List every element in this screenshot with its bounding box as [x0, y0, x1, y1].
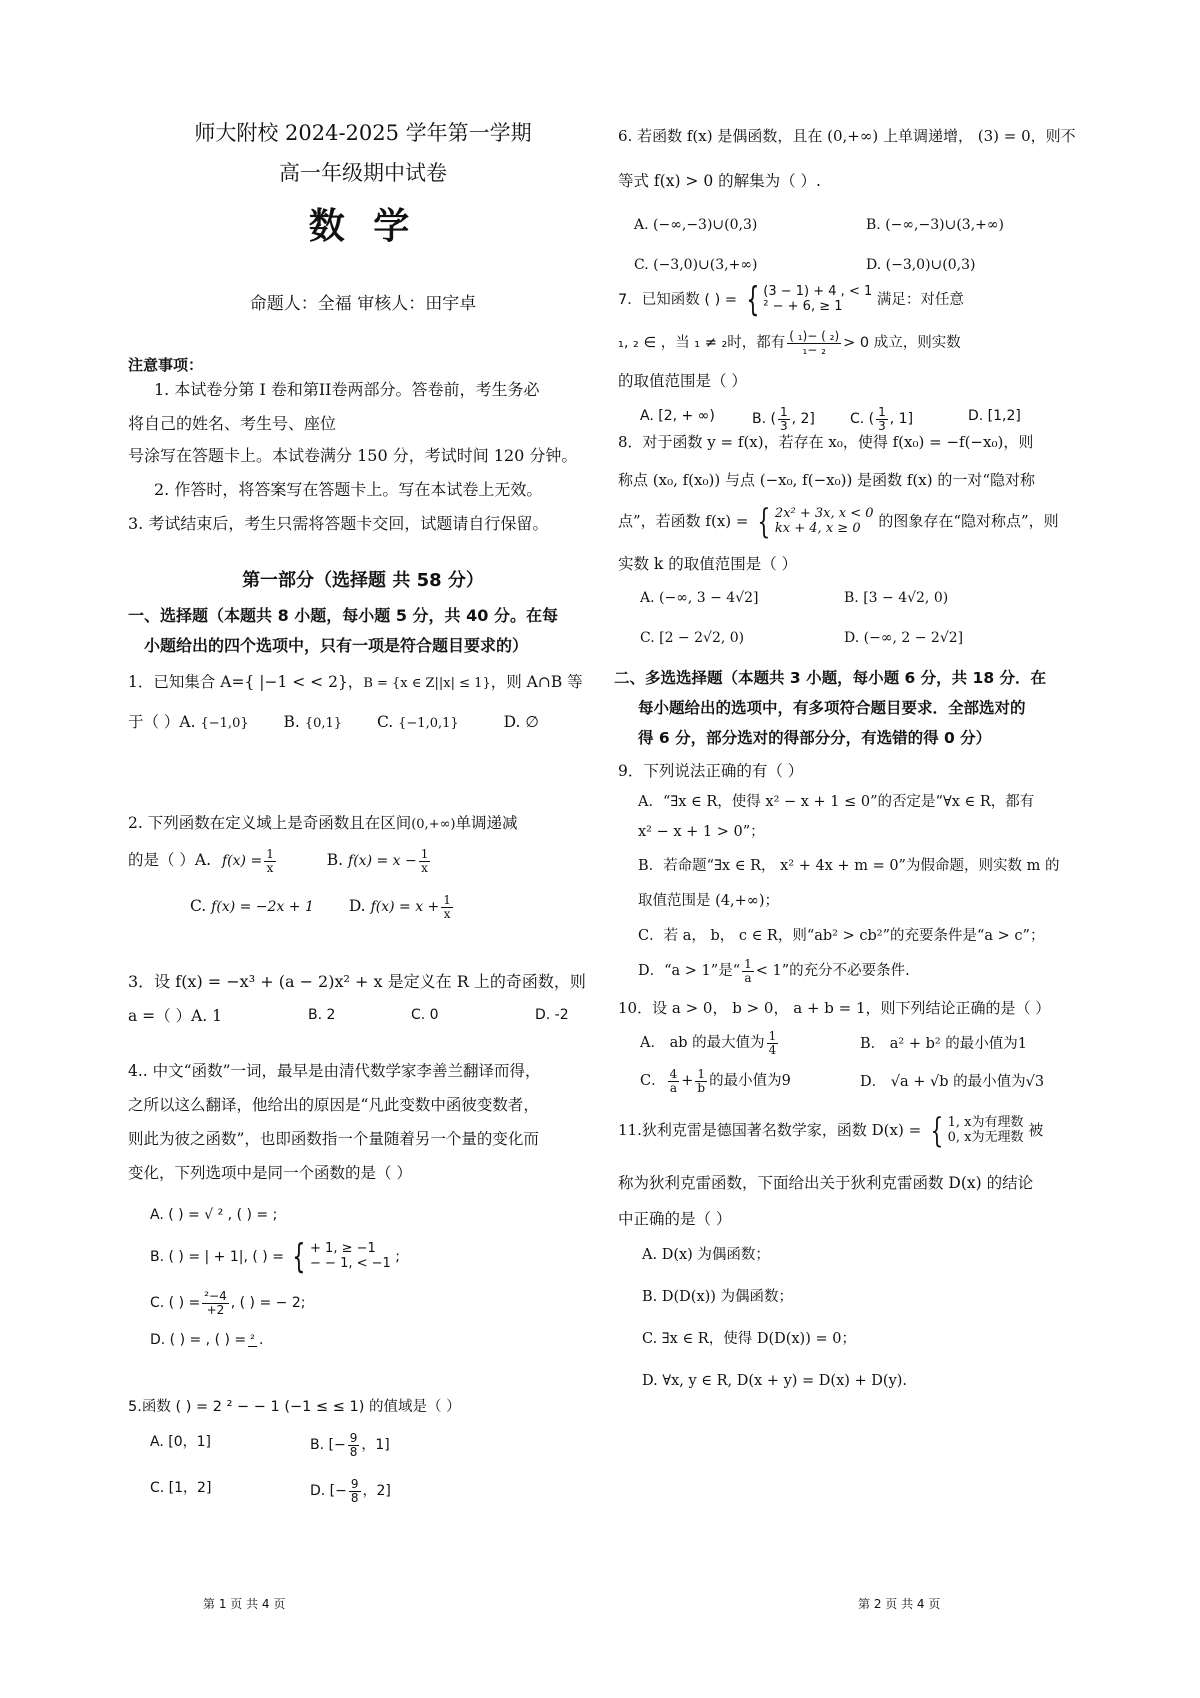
q6-option-b: B. (−∞,−3)∪(3,+∞): [866, 217, 1004, 233]
notice-heading: 注意事项：: [128, 356, 204, 374]
notice-line-5: 3. 考试结束后，考生只需将答题卡交回，试题请自行保留。: [128, 514, 549, 533]
question-11-line3: 中正确的是（ ）: [618, 1210, 732, 1228]
footer-left-page-number: 第 1 页 共 4 页: [203, 1597, 286, 1611]
section1-heading-line1: 一、选择题（本题共 8 小题，每小题 5 分，共 40 分。在每: [128, 606, 558, 625]
q10-option-b: B． a² + b² 的最小值为1: [860, 1036, 1028, 1052]
notice-line-2: 将自己的姓名、考生号、座位: [128, 414, 337, 433]
q4-option-c: C. ( ) = $\frac{\text{²−4}}{+2}$ , ( ) = − 2;: [150, 1289, 306, 1317]
footer-right-page-number: 第 2 页 共 4 页: [858, 1597, 941, 1611]
q6-option-c: C. (−3,0)∪(3,+∞): [634, 257, 758, 273]
section1-heading-line2: 小题给出的四个选项中，只有一项是符合题目要求的）: [144, 636, 529, 655]
question-5-options-row2: [150, 1477, 590, 1505]
question-7-line3: 的取值范围是（ ）: [618, 372, 747, 390]
q1-option-d: ∅: [525, 713, 539, 731]
question-4-line2: 之所以这么翻译，他给出的原因是“凡此变数中函彼变数者，: [128, 1096, 539, 1114]
q7-option-c: C. ( $\frac{1}{3}$ , 1]: [850, 405, 914, 433]
q10-option-c: C． $\frac{4}{a}$ + $\frac{1}{b}$ 的最小值为9: [640, 1067, 791, 1095]
question-6-line2: 等式 f(x) > 0 的解集为（ ）.: [618, 172, 821, 190]
section2-heading-line3: 得 6 分，部分选对的得部分分，有选错的得 0 分）: [638, 729, 992, 747]
question-6-line1: 6. 若函数 f(x) 是偶函数，且在 (0,+∞) 上单调递增， (3) = 0，则不: [618, 127, 1076, 145]
question-2-stem: 2. 下列函数在定义域上是奇函数且在区间(0,+∞)单调递减: [128, 814, 518, 832]
authors-line: 命题人：全福 审核人：田宇卓: [249, 294, 477, 314]
q9-option-c: C．若 a， b， c ∈ R，则“ab² > cb²”的充要条件是“a > c”；: [638, 928, 1045, 944]
q11-option-d: D. ∀x, y ∈ R, D(x + y) = D(x) + D(y).: [642, 1373, 908, 1389]
q9-option-a-line2: x² − x + 1 > 0”；: [638, 824, 765, 840]
q6-option-d: D. (−3,0)∪(0,3): [866, 257, 976, 273]
question-3-stem: 3．设 f(x) = −x³ + (a − 2)x² + x 是定义在 R 上的奇函数，则: [128, 972, 586, 991]
question-7-line2: ₁, ₂ ∈ ，当 ₁ ≠ ₂时，都有 $\frac{\text{( ₁)− ( ₂)}}{\text{₁− ₂}}$ > 0 成立，则实数: [618, 329, 961, 357]
q8-option-c: C. [2 − 2√2, 0): [640, 630, 745, 646]
q8-option-d: D. (−∞, 2 − 2√2]: [844, 630, 964, 646]
question-4-line4: 变化，下列选项中是同一个函数的是（ ）: [128, 1164, 412, 1182]
q8-option-b: B. [3 − 4√2, 0): [844, 590, 949, 606]
part1-title: 第一部分（选择题 共 58 分）: [242, 570, 484, 591]
question-8-line1: 8．对于函数 y = f(x)，若存在 x₀，使得 f(x₀) = −f(−x₀)，则: [618, 433, 1034, 451]
question-4-line3: 则此为彼之函数”，也即函数指一个量随着另一个量的变化而: [128, 1130, 539, 1148]
question-3-options: a =（ ）A. 1 B. 2 C. 0 D. -2: [128, 1007, 569, 1025]
q11-option-c: C. ∃x ∈ R，使得 D(D(x)) = 0；: [642, 1331, 856, 1347]
exam-subtitle: 高一年级期中试卷: [279, 161, 447, 185]
q9-option-b-line1: B．若命题“∃x ∈ R， x² + 4x + m = 0”为假命题，则实数 m 的: [638, 858, 1060, 874]
question-5-stem: 5.函数 ( ) = 2 ² − − 1 (−1 ≤ ≤ 1) 的值域是（ ）: [128, 1399, 461, 1415]
q5-option-b: B. [− $\frac{9}{8}$ ，1]: [310, 1431, 390, 1459]
question-1-stem: 1．已知集合 A={ |−1 < < 2}，B = {x ∈ Z||x| ≤ 1}，则 A∩B 等: [128, 673, 583, 691]
q7-option-d: D. [1,2]: [968, 408, 1021, 424]
q1-option-b: {0,1}: [304, 716, 343, 731]
question-8-line3: 点”，若函数 f(x) = { 2x² + 3x, x < 0 kx + 4, x ≥ 0 的图象存在“隐对称点”，则: [618, 502, 1059, 542]
q7-option-a: A. [2, + ∞): [640, 408, 715, 424]
notice-line-1: 1. 本试卷分第 I 卷和第II卷两部分。答卷前，考生务必: [154, 380, 540, 399]
q5-option-a: A. [0，1]: [150, 1434, 211, 1450]
q10-option-a: A． ab 的最大值为 $\frac{1}{4}$: [640, 1029, 777, 1057]
q9-option-a-line1: A．“∃x ∈ R，使得 x² − x + 1 ≤ 0”的否定是“∀x ∈ R，都有: [638, 794, 1035, 810]
question-2-options-row1: 的是（ ）A. f(x) = $\frac{1}{x}$ B. f(x) = x − $\frac{1}{x}$: [128, 847, 429, 875]
q5-option-d: D. [− $\frac{9}{8}$ ，2]: [310, 1477, 391, 1505]
q11-option-b: B. D(D(x)) 为偶函数；: [642, 1289, 794, 1305]
question-1-options: 于（ ）A. {−1,0} B. {0,1} C. {−1,0,1} D. ∅: [128, 713, 539, 731]
question-9-stem: 9．下列说法正确的有（ ）: [618, 762, 804, 780]
notice-line-3: 号涂写在答题卡上。本试卷满分 150 分，考试时间 120 分钟。: [128, 446, 578, 465]
question-10-stem: 10．设 a > 0， b > 0， a + b = 1，则下列结论正确的是（ ）: [618, 999, 1051, 1017]
notice-line-4: 2. 作答时，将答案写在答题卡上。写在本试卷上无效。: [154, 480, 543, 499]
q4-option-d: D. ( ) = , ( ) = ² .: [150, 1332, 264, 1348]
q4-option-b: B. ( ) = | + 1|, ( ) = { + 1, ≥ −1 − − 1, < −1 ;: [150, 1237, 400, 1277]
question-7-options: [640, 405, 1080, 433]
section2-heading-line2: 每小题给出的选项中，有多项符合题目要求．全部选对的: [638, 699, 1026, 717]
question-2-options-row2: C. f(x) = −2x + 1 D. f(x) = x + $\frac{1}{x}$: [190, 893, 451, 921]
q9-option-b-line2: 取值范围是 (4,+∞)；: [638, 893, 779, 909]
q7-option-b: B. ( $\frac{1}{3}$ , 2]: [752, 405, 815, 433]
question-4-line1: 4.. 中文“函数”一词，最早是由清代数学家李善兰翻译而得，: [128, 1062, 541, 1080]
q10-option-d: D． √a + √b 的最小值为√3: [860, 1074, 1045, 1090]
q9-option-d: D．“a > 1”是“ $\frac{1}{a}$ < 1”的充分不必要条件.: [638, 957, 910, 985]
q11-option-a: A. D(x) 为偶函数；: [642, 1247, 770, 1263]
q8-option-a: A. (−∞, 3 − 4√2]: [640, 590, 759, 606]
question-8-line4: 实数 k 的取值范围是（ ）: [618, 555, 798, 573]
exam-title: 师大附校 2024-2025 学年第一学期: [194, 121, 532, 145]
question-11-stem: 11.狄利克雷是德国著名数学家，函数 D(x) = { 1, x为有理数 0, x为无理数 被: [618, 1111, 1044, 1151]
question-11-line2: 称为狄利克雷函数，下面给出关于狄利克雷函数 D(x) 的结论: [618, 1174, 1034, 1192]
q5-option-c: C. [1，2]: [150, 1480, 212, 1496]
question-5-options-row1: [150, 1431, 590, 1459]
section2-heading-line1: 二、多选选择题（本题共 3 小题，每小题 6 分，共 18 分．在: [614, 669, 1047, 687]
question-7-stem: 7．已知函数 ( ) = { (3 − 1) + 4 , < 1 ² − + 6, ≥ 1 满足：对任意: [618, 280, 964, 320]
question-8-line2: 称点 (x₀, f(x₀)) 与点 (−x₀, f(−x₀)) 是函数 f(x) 的一对“隐对称: [618, 471, 1036, 489]
q1-option-c: {−1,0,1}: [398, 716, 459, 731]
q4-option-a: A. ( ) = √ ² , ( ) = ;: [150, 1207, 278, 1223]
q6-option-a: A. (−∞,−3)∪(0,3): [634, 217, 758, 233]
subject-title: 数 学: [308, 205, 418, 247]
q1-option-a: {−1,0}: [200, 716, 249, 731]
